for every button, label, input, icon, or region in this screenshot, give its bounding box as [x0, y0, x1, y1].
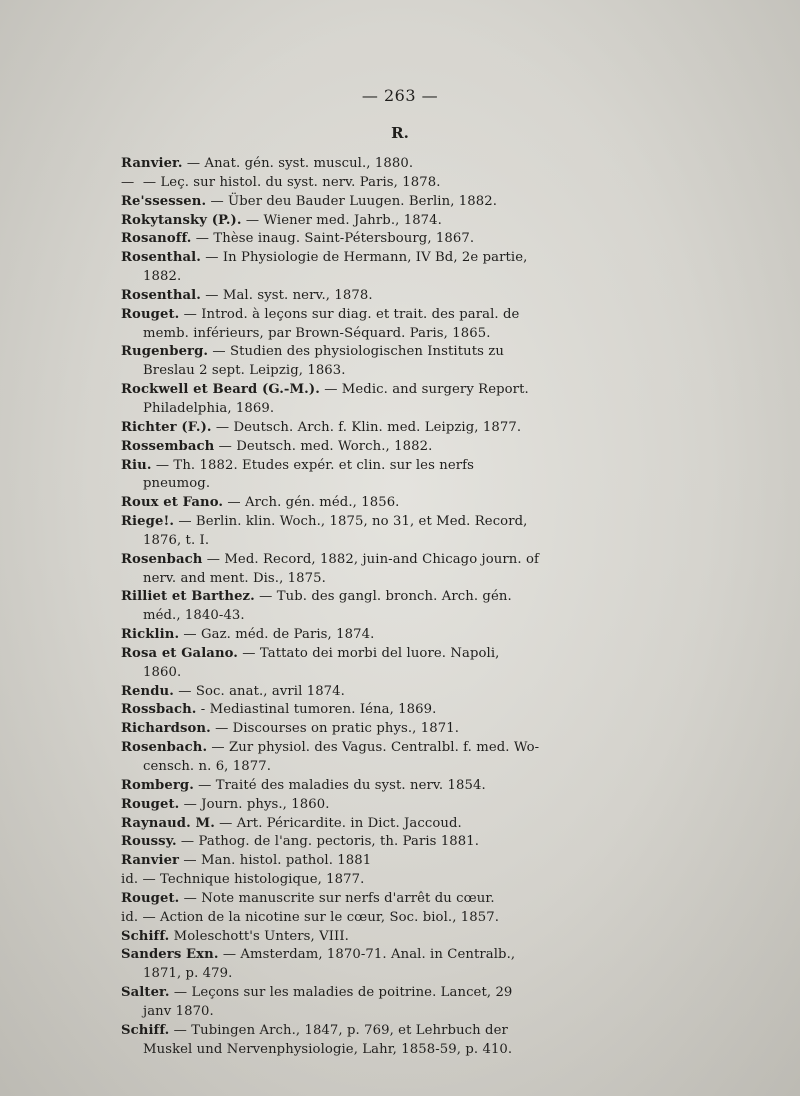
entry-reference: Moleschott's Unters, VIII. [169, 928, 349, 944]
bibliography-entry [121, 852, 541, 871]
entry-author: Romberg. [121, 777, 194, 793]
bibliography-entry [121, 457, 541, 495]
entry-reference: id. — Technique histologique, 1877. [121, 872, 365, 888]
bibliography-entry [121, 739, 541, 777]
bibliography-entry [121, 909, 541, 928]
entry-reference: — Wiener med. Jahrb., 1874. [241, 212, 442, 228]
bibliography-entry [121, 645, 541, 683]
bibliography-entry [121, 494, 541, 513]
entry-reference: - Mediastinal tumoren. Iéna, 1869. [196, 702, 437, 718]
entry-reference: — Soc. anat., avril 1874. [173, 683, 345, 699]
entry-author: Riege!. [121, 514, 175, 530]
entry-author: Roussy. [121, 834, 177, 850]
page-number: — 263 — [361, 86, 439, 105]
entry-author: Rilliet et Barthez. [121, 589, 255, 605]
bibliography-entry [121, 683, 541, 702]
bibliography-list [121, 155, 544, 1060]
bibliography-entry [121, 551, 544, 589]
bibliography-entry [121, 984, 541, 1022]
bibliography-entry [121, 588, 541, 626]
entry-reference: — Studien des physiologischen Instituts zu Breslau 2 sept. Leipzig, 1863. [143, 344, 509, 379]
entry-author: Rossbach. [121, 702, 197, 718]
entry-author: Rosenthal. [121, 250, 201, 266]
entry-reference: — Über deu Bauder Luugen. Berlin, 1882. [206, 193, 498, 209]
entry-author: Rossembach [121, 438, 215, 454]
bibliography-entry [121, 381, 541, 419]
bibliography-entry [121, 306, 541, 344]
entry-reference: — Gaz. méd. de Paris, 1874. [179, 627, 375, 643]
entry-author: Richardson. [121, 721, 211, 737]
bibliography-entry [121, 815, 541, 834]
entry-reference: — Pathog. de l'ang. pectoris, th. Paris 1881. [176, 834, 480, 850]
bibliography-entry [121, 928, 541, 947]
entry-reference: — In Physiologie de Hermann, IV Bd, 2e partie, 1882. [143, 250, 532, 285]
bibliography-entry [121, 230, 541, 249]
entry-author: Riu. [121, 457, 152, 473]
entry-author: Schiff. [121, 928, 170, 944]
entry-reference: — Tubingen Arch., 1847, p. 769, et Lehrbuch der Muskel und Nervenphysiologie, Lahr, 1858-59, p. 410. [143, 1022, 513, 1057]
entry-reference: — Journ. phys., 1860. [179, 796, 330, 812]
entry-author: Rosenbach [121, 551, 203, 567]
entry-reference: — Anat. gén. syst. muscul., 1880. [182, 156, 414, 171]
entry-reference: — Berlin. klin. Woch., 1875, no 31, et Med. Record, 1876, t. I. [143, 514, 532, 548]
entry-reference: — Tattato dei morbi del luore. Napoli, 1860. [143, 645, 504, 680]
entry-reference: — Mal. syst. nerv., 1878. [200, 287, 373, 303]
entry-author: Re'ssessen. [121, 193, 207, 209]
bibliography-entry [121, 871, 541, 890]
entry-author: Richter (F.). [121, 419, 212, 435]
entry-reference: — Note manuscrite sur nerfs d'arrêt du cœur. [179, 890, 495, 906]
bibliography-entry [121, 833, 541, 852]
entry-author: Ricklin. [121, 627, 180, 643]
bibliography-entry [121, 343, 541, 381]
entry-reference: id. — Action de la nicotine sur le cœur, Soc. biol., 1857. [121, 909, 500, 925]
entry-author: Rosanoff. [121, 231, 192, 247]
entry-reference: — Art. Péricardite. in Dict. Jaccoud. [214, 815, 462, 831]
bibliography-entry [121, 720, 541, 739]
entry-author: Rosenthal. [121, 287, 201, 303]
bibliography-entry [121, 287, 541, 306]
entry-reference: — Deutsch. med. Worch., 1882. [214, 438, 433, 454]
bibliography-entry [121, 626, 541, 645]
entry-reference: — — Leç. sur histol. du syst. nerv. Paris, 1878. [121, 174, 441, 190]
bibliography-entry [121, 249, 541, 287]
entry-author: Schiff. [121, 1022, 170, 1038]
bibliography-entry [121, 438, 541, 457]
entry-author: Rouget. [121, 796, 180, 812]
bibliography-entry [121, 1022, 541, 1060]
entry-author: Rugenberg. [121, 344, 209, 360]
bibliography-entry [121, 796, 541, 815]
entry-author: Rosa et Galano. [121, 645, 238, 661]
entry-reference: — Medic. and surgery Report. Philadelphia, 1869. [143, 382, 534, 416]
entry-author: Roux et Fano. [121, 495, 224, 511]
entry-author: Raynaud. M. [121, 815, 215, 831]
bibliography-entry [121, 513, 541, 551]
entry-author: Salter. [121, 985, 170, 1001]
bibliography-entry [121, 701, 541, 720]
entry-author: Ranvier [121, 853, 180, 869]
bibliography-entry [121, 174, 541, 193]
section-letter: R. [391, 124, 409, 142]
entry-reference: — Discourses on pratic phys., 1871. [210, 721, 460, 737]
entry-author: Rouget. [121, 890, 180, 906]
entry-reference: — Zur physiol. des Vagus. Centralbl. f. med. Wo-censch. n. 6, 1877. [143, 740, 540, 774]
bibliography-entry [121, 419, 541, 438]
bibliography-entry [121, 193, 541, 212]
entry-reference: — Thèse inaug. Saint-Pétersbourg, 1867. [191, 231, 475, 247]
entry-reference: — Med. Record, 1882, juin-and Chicago journ. of nerv. and ment. Dis., 1875. [143, 551, 544, 586]
entry-author: Rendu. [121, 683, 174, 699]
entry-author: Sanders Exn. [121, 947, 219, 963]
entry-reference: — Deutsch. Arch. f. Klin. med. Leipzig, 1877. [211, 419, 522, 435]
bibliography-entry [121, 946, 541, 984]
bibliography-entry [121, 890, 541, 909]
bibliography-entry [121, 212, 541, 231]
entry-author: Rosenbach. [121, 740, 208, 756]
entry-author: Rockwell et Beard (G.-M.). [121, 382, 320, 398]
bibliography-entry [121, 777, 541, 796]
entry-reference: — Man. histol. pathol. 1881 [179, 853, 372, 869]
entry-author: Ranvier. [121, 156, 183, 171]
entry-author: Rokytansky (P.). [121, 212, 242, 228]
entry-reference: — Introd. à leçons sur diag. et trait. des paral. de memb. inférieurs, par Brown-Séquard. Paris, 1865. [143, 306, 524, 341]
entry-reference: — Arch. gén. méd., 1856. [223, 495, 400, 511]
entry-reference: — Leçons sur les maladies de poitrine. Lancet, 29 janv 1870. [143, 985, 517, 1019]
entry-reference: — Th. 1882. Etudes expér. et clin. sur les nerfs pneumog. [143, 457, 479, 492]
bibliography-entry [121, 155, 541, 174]
entry-reference: — Amsterdam, 1870-71. Anal. in Centralb., 1871, p. 479. [143, 947, 520, 982]
entry-reference: — Tub. des gangl. bronch. Arch. gén. méd., 1840-43. [143, 589, 517, 624]
entry-reference: — Traité des maladies du syst. nerv. 1854. [193, 777, 486, 793]
entry-author: Rouget. [121, 306, 180, 322]
